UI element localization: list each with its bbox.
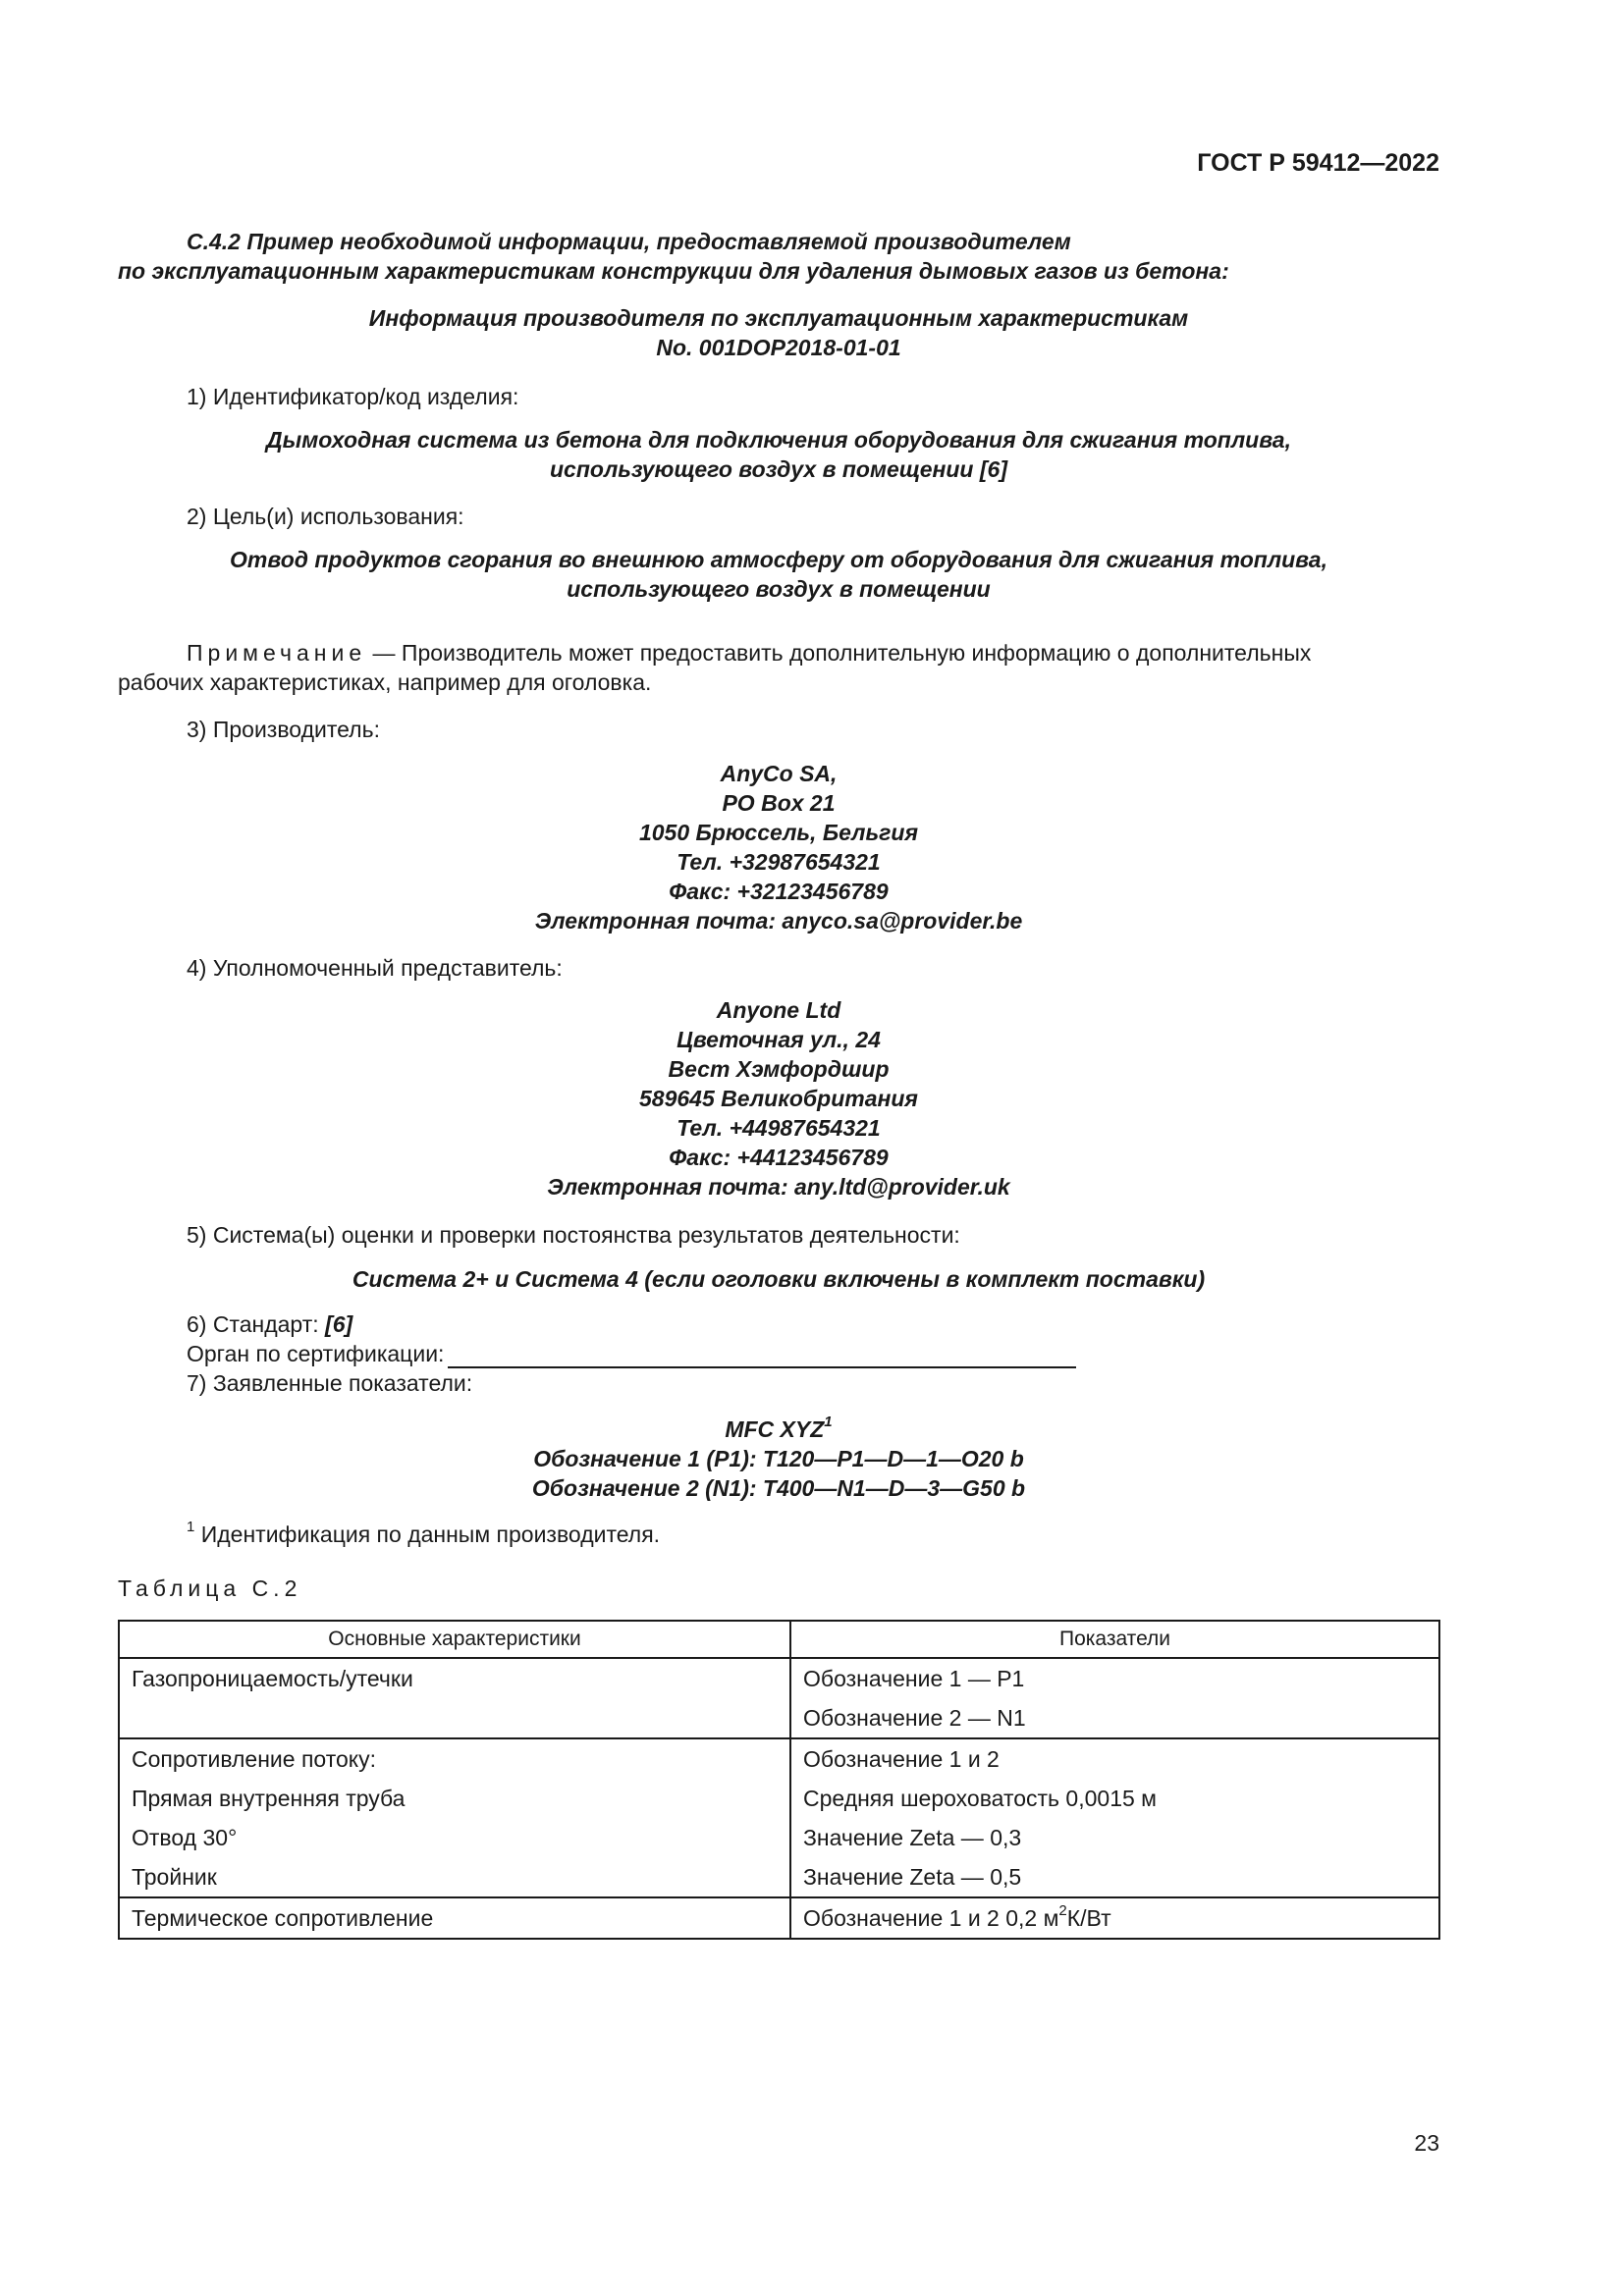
item6-block <box>187 1309 1076 1398</box>
intro-line-1: С.4.2 Пример необходимой информации, предоставляемой производителем <box>187 229 1071 254</box>
product-name: MFC XYZ <box>725 1416 825 1442</box>
item6-standard-ref: [6] <box>325 1311 353 1337</box>
item2-value <box>118 545 1439 604</box>
address-line: Электронная почта: any.ltd@provider.uk <box>547 1174 1010 1200</box>
table-cell: Обозначение 1 — P1 <box>790 1658 1439 1698</box>
table-cell: Средняя шероховатость 0,0015 м <box>790 1779 1439 1818</box>
certification-body-label: Орган по сертификации: <box>187 1341 445 1366</box>
footnote-ref: 1 <box>824 1414 833 1431</box>
table-row <box>119 1738 1439 1779</box>
table-header-cell: Показатели <box>790 1621 1439 1658</box>
characteristics-table <box>118 1620 1440 1940</box>
address-line: Вест Хэмфордшир <box>668 1056 890 1082</box>
footnote-text: Идентификация по данным производителя. <box>194 1522 661 1547</box>
designation-2: Обозначение 2 (N1): T400—N1—D—3—G50 b <box>531 1475 1026 1501</box>
table-cell: Сопротивление потоку: <box>119 1738 790 1779</box>
address-line: Тел. +32987654321 <box>677 849 881 875</box>
table-cell: Термическое сопротивление <box>119 1897 790 1939</box>
table-caption: Таблица С.2 <box>118 1575 302 1601</box>
address-line: Факс: +44123456789 <box>669 1145 889 1170</box>
item3-label: 3) Производитель: <box>187 717 380 742</box>
section-intro <box>118 227 1439 286</box>
thermal-resistance-unit: К/Вт <box>1066 1904 1111 1931</box>
item1-value-line-2: использующего воздух в помещении [6] <box>550 456 1007 482</box>
item2-value-line-1: Отвод продуктов сгорания во внешнюю атмосферу от оборудования для сжигания топлива, <box>230 547 1327 572</box>
document-standard-number: ГОСТ Р 59412—2022 <box>1197 149 1439 177</box>
table-row <box>119 1698 1439 1738</box>
address-line: Факс: +32123456789 <box>669 879 889 904</box>
table-row <box>119 1897 1439 1939</box>
address-line: Цветочная ул., 24 <box>677 1027 881 1052</box>
table-row <box>119 1658 1439 1698</box>
item2-label: 2) Цель(и) использования: <box>187 504 464 529</box>
table-header-cell: Основные характеристики <box>119 1621 790 1658</box>
item7-label: 7) Заявленные показатели: <box>187 1370 473 1396</box>
table-cell: Обозначение 2 — N1 <box>790 1698 1439 1738</box>
address-line: Anyone Ltd <box>716 997 841 1023</box>
table-cell: Тройник <box>119 1857 790 1897</box>
note-block <box>118 638 1439 697</box>
table-header-row <box>119 1621 1439 1658</box>
dop-title: Информация производителя по эксплуатационным характеристикам <box>368 305 1189 331</box>
table-cell: Значение Zeta — 0,5 <box>790 1857 1439 1897</box>
item1-label: 1) Идентификатор/код изделия: <box>187 384 519 409</box>
table-cell <box>790 1897 1439 1939</box>
declared-performance <box>118 1415 1439 1503</box>
address-line: Тел. +44987654321 <box>677 1115 881 1141</box>
manufacturer-address <box>118 759 1439 935</box>
table-row <box>119 1857 1439 1897</box>
address-line: 1050 Брюссель, Бельгия <box>638 820 919 845</box>
item5-label: 5) Система(ы) оценки и проверки постоянства результатов деятельности: <box>187 1222 960 1248</box>
designation-1: Обозначение 1 (P1): T120—P1—D—1—O20 b <box>533 1446 1024 1471</box>
item2-value-line-2: использующего воздух в помещении <box>567 576 991 602</box>
address-line: Электронная почта: anyco.sa@provider.be <box>534 908 1023 934</box>
dop-number: No. 001DOP2018-01-01 <box>656 335 901 360</box>
representative-address <box>118 995 1439 1201</box>
note-label: Примечание <box>187 640 367 666</box>
dop-title-block <box>118 303 1439 362</box>
certification-body-blank-line <box>448 1341 1076 1368</box>
item4-label: 4) Уполномоченный представитель: <box>187 955 563 981</box>
address-line: 589645 Великобритания <box>639 1086 918 1111</box>
table-row <box>119 1779 1439 1818</box>
item5-value: Система 2+ и Система 4 (если оголовки включены в комплект поставки) <box>352 1266 1206 1292</box>
table-cell: Отвод 30° <box>119 1818 790 1857</box>
footnote <box>187 1520 660 1549</box>
unit-exponent: 2 <box>1058 1901 1067 1919</box>
item1-value-line-1: Дымоходная система из бетона для подключения оборудования для сжигания топлива, <box>266 427 1291 453</box>
intro-line-2: по эксплуатационным характеристикам конструкции для удаления дымовых газов из бетона: <box>118 258 1229 284</box>
page-number: 23 <box>1414 2130 1439 2156</box>
table-cell: Прямая внутренняя труба <box>119 1779 790 1818</box>
footnote-mark: 1 <box>187 1519 195 1536</box>
item6-label: 6) Стандарт: <box>187 1311 326 1337</box>
note-text-line-2: рабочих характеристиках, например для оголовка. <box>118 669 652 695</box>
table-cell: Значение Zeta — 0,3 <box>790 1818 1439 1857</box>
note-text-line-1: — Производитель может предоставить дополнительную информацию о дополнительных <box>366 640 1312 666</box>
thermal-resistance-value: Обозначение 1 и 2 0,2 м <box>803 1904 1059 1931</box>
table-row <box>119 1818 1439 1857</box>
table-cell: Обозначение 1 и 2 <box>790 1738 1439 1779</box>
table-cell: Газопроницаемость/утечки <box>119 1658 790 1698</box>
table-cell <box>119 1698 790 1738</box>
address-line: AnyCo SA, <box>720 761 838 786</box>
item1-value <box>118 425 1439 484</box>
address-line: PO Box 21 <box>722 790 836 816</box>
